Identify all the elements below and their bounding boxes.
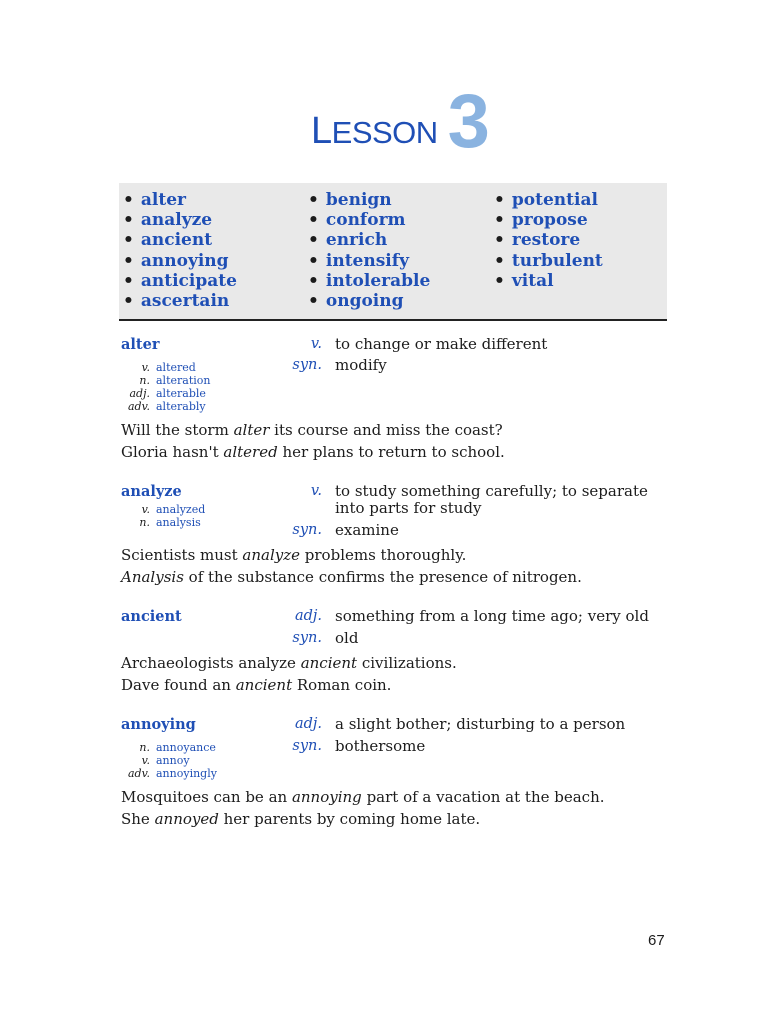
word-forms <box>112 503 205 529</box>
example-sentence: She annoyed her parents by coming home late. <box>121 809 481 828</box>
word-list-item: • vital <box>494 271 603 291</box>
headword: ancient <box>121 608 182 625</box>
example-sentence: Analysis of the substance confirms the presence of nitrogen. <box>121 567 582 586</box>
part-of-speech: v. <box>310 336 322 352</box>
word-form: adv. annoyingly <box>127 767 217 780</box>
word-form: n. annoyance <box>139 741 216 754</box>
word-list-column-1 <box>123 190 237 311</box>
example-sentences <box>121 545 582 588</box>
word-list-item: • alter <box>123 190 237 210</box>
word-list-item: • anticipate <box>123 271 237 291</box>
synonym: old <box>335 629 359 647</box>
synonym: bothersome <box>335 737 426 755</box>
word-list-item: • ascertain <box>123 291 237 311</box>
synonym-label: syn. <box>292 522 322 538</box>
lesson-title-word: LESSON <box>311 109 438 152</box>
word-list-column-3 <box>494 190 603 291</box>
word-list-item: • annoying <box>123 251 237 271</box>
word-list-column-2 <box>308 190 430 311</box>
definition: to change or make different <box>335 335 548 353</box>
lesson-title <box>311 79 490 164</box>
word-list-item: • intensify <box>308 251 430 271</box>
word-form: n. analysis <box>139 516 201 529</box>
definition: something from a long time ago; very old <box>335 607 649 625</box>
word-list-item: • analyze <box>123 210 237 230</box>
headword: alter <box>121 336 160 353</box>
page-number: 67 <box>648 932 665 949</box>
vocabulary-word-list <box>119 183 667 321</box>
word-list-item: • turbulent <box>494 251 603 271</box>
example-sentences <box>121 787 605 830</box>
word-list-item: • restore <box>494 230 603 250</box>
example-sentence: Gloria hasn't altered her plans to return to school. <box>121 442 505 461</box>
example-sentence: Mosquitoes can be an annoying part of a vacation at the beach. <box>121 788 605 806</box>
definition: a slight bother; disturbing to a person <box>335 715 626 733</box>
word-forms <box>112 741 217 780</box>
synonym-label: syn. <box>292 738 322 754</box>
headword: analyze <box>121 483 182 500</box>
example-sentence: Scientists must analyze problems thoroughly. <box>121 546 467 564</box>
synonym: examine <box>335 521 399 539</box>
example-sentence: Will the storm alter its course and miss the coast? <box>121 421 503 439</box>
word-form: adv. alterably <box>127 400 206 413</box>
part-of-speech: v. <box>310 483 322 499</box>
synonym-label: syn. <box>292 357 322 373</box>
word-list-item: • enrich <box>308 230 430 250</box>
example-sentence: Archaeologists analyze ancient civilizations. <box>121 654 457 672</box>
synonym: modify <box>335 356 387 374</box>
headword: annoying <box>121 716 196 733</box>
word-list-item: • ancient <box>123 230 237 250</box>
lesson-number: 3 <box>447 79 490 164</box>
word-form: v. altered <box>141 361 196 374</box>
part-of-speech: adj. <box>294 608 322 624</box>
word-form: n. alteration <box>139 374 211 387</box>
word-list-item: • benign <box>308 190 430 210</box>
word-form: adj. alterable <box>129 387 206 400</box>
part-of-speech: adj. <box>294 716 322 732</box>
example-sentences <box>121 420 505 463</box>
word-list-item: • conform <box>308 210 430 230</box>
definition: to study something carefully; to separate into parts for study <box>335 482 648 517</box>
word-form: v. analyzed <box>141 503 206 516</box>
word-list-item: • ongoing <box>308 291 430 311</box>
word-list-item: • potential <box>494 190 603 210</box>
synonym-label: syn. <box>292 630 322 646</box>
word-forms <box>112 361 210 413</box>
word-list-item: • intolerable <box>308 271 430 291</box>
example-sentences <box>121 653 457 696</box>
word-form: v. annoy <box>141 754 190 767</box>
word-list-item: • propose <box>494 210 603 230</box>
example-sentence: Dave found an ancient Roman coin. <box>121 675 392 694</box>
